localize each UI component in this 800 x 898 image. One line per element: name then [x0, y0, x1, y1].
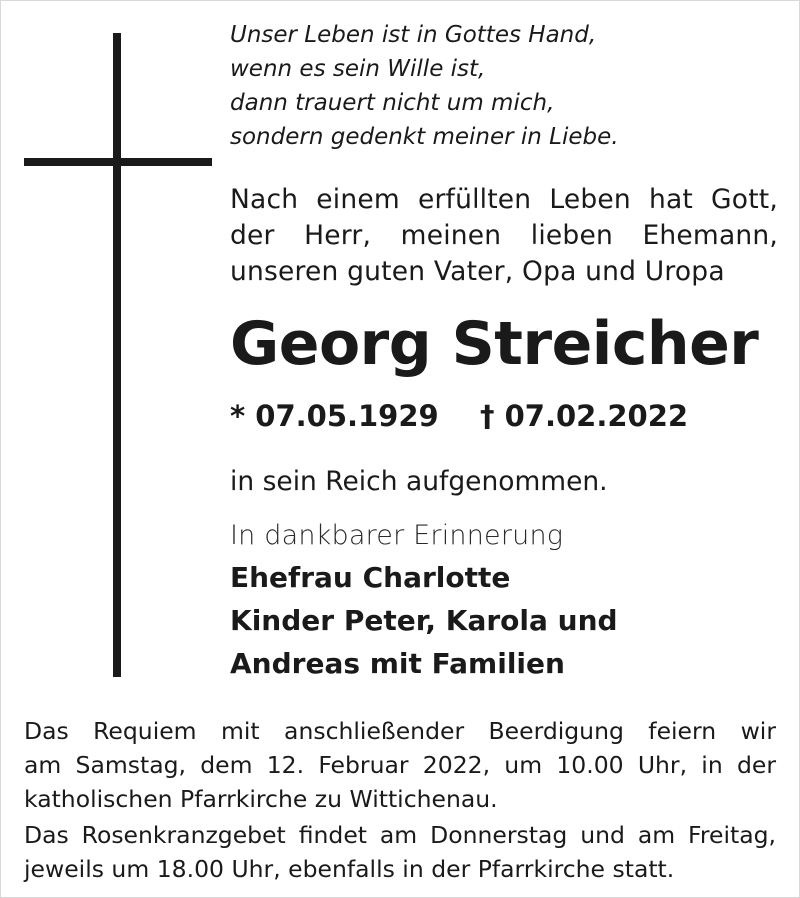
verse-line: wenn es sein Wille ist, [230, 56, 486, 82]
verse-line: Unser Leben ist in Gottes Hand, [230, 22, 597, 48]
requiem-notice [24, 714, 776, 816]
verse-line: dann trauert nicht um mich, [230, 90, 555, 116]
deceased-name: Georg Streicher [230, 309, 759, 379]
death-date: † 07.02.2022 [480, 399, 689, 433]
reich-text: in sein Reich aufgenommen. [230, 466, 608, 497]
rosary-notice [24, 818, 776, 886]
family-line: Andreas mit Familien [230, 647, 565, 680]
intro-line: Nach einem erfüllten Leben hat Gott, [230, 184, 778, 215]
memory-text: In dankbarer Erinnerung [230, 520, 564, 551]
family-list [230, 556, 778, 685]
cross-vertical-bar [113, 33, 121, 677]
notice-line: Das Requiem mit anschließender Beerdigung feiern wir [24, 717, 776, 745]
intro-line: unseren guten Vater, Opa und Uropa [230, 256, 725, 287]
intro-line: der Herr, meinen lieben Ehemann, [230, 220, 778, 251]
notice-line: Das Rosenkranzgebet findet am Donnerstag und am Freitag, [24, 821, 776, 849]
life-dates [230, 392, 778, 440]
notice-line: am Samstag, dem 12. Februar 2022, um 10.00 Uhr, in der [24, 751, 776, 779]
verse-line: sondern gedenkt meiner in Liebe. [230, 124, 619, 150]
cross-horizontal-bar [24, 158, 212, 166]
family-line: Kinder Peter, Karola und [230, 604, 618, 637]
notice-line: katholischen Pfarrkirche zu Wittichenau. [24, 785, 498, 813]
birth-date: * 07.05.1929 [230, 399, 439, 433]
intro-text [230, 182, 778, 290]
verse [230, 18, 778, 154]
notice-line: jeweils um 18.00 Uhr, ebenfalls in der Pfarrkirche statt. [24, 855, 675, 883]
family-line: Ehefrau Charlotte [230, 561, 511, 594]
